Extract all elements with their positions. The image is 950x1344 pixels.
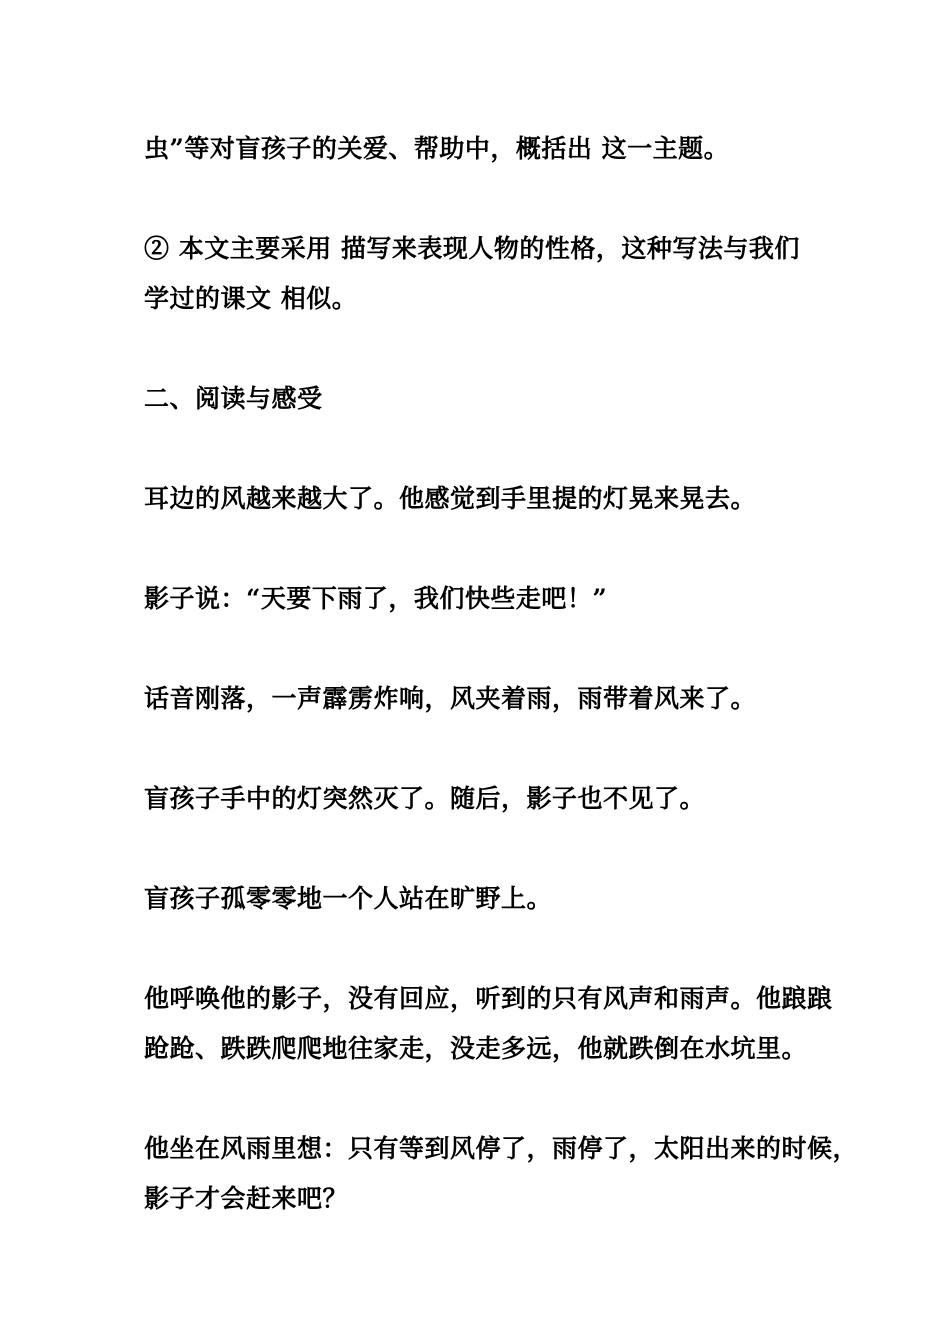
paragraph-alone [144, 874, 834, 924]
paragraph-lamp-out [144, 774, 834, 824]
text-line: 盲孩子手中的灯突然灭了。随后，影子也不见了。 [144, 784, 706, 813]
text-line: 盲孩子孤零零地一个人站在旷野上。 [144, 884, 553, 913]
text-line: ② 本文主要采用 描写来表现人物的性格，这种写法与我们 [144, 234, 800, 263]
paragraph-wind [144, 474, 834, 524]
text-line: 虫”等对盲孩子的关爱、帮助中，概括出 这一主题。 [144, 134, 730, 163]
text-line: 跄跄、跌跌爬爬地往家走，没走多远，他就跌倒在水坑里。 [144, 1034, 808, 1063]
paragraph-waiting [144, 1124, 859, 1224]
text-line: 影子才会赶来吧？ [144, 1184, 349, 1213]
paragraph-theme-summary [144, 124, 834, 174]
text-line: 耳边的风越来越大了。他感觉到手里提的灯晃来晃去。 [144, 484, 757, 513]
text-line: 他呼唤他的影子，没有回应，听到的只有风声和雨声。他踉踉 [144, 984, 833, 1013]
text-line: 学过的课文 相似。 [144, 284, 358, 313]
paragraph-calling [144, 974, 834, 1074]
text-line: 影子说：“天要下雨了，我们快些走吧！” [144, 584, 608, 613]
paragraph-thunder [144, 674, 834, 724]
section-heading [144, 374, 834, 424]
paragraph-shadow-speaks [144, 574, 834, 624]
paragraph-writing-method [144, 224, 834, 324]
text-line: 话音刚落，一声霹雳炸响，风夹着雨，雨带着风来了。 [144, 684, 757, 713]
text-line: 他坐在风雨里想：只有等到风停了，雨停了，太阳出来的时候， [144, 1134, 859, 1163]
text-line: 二、阅读与感受 [144, 384, 323, 413]
